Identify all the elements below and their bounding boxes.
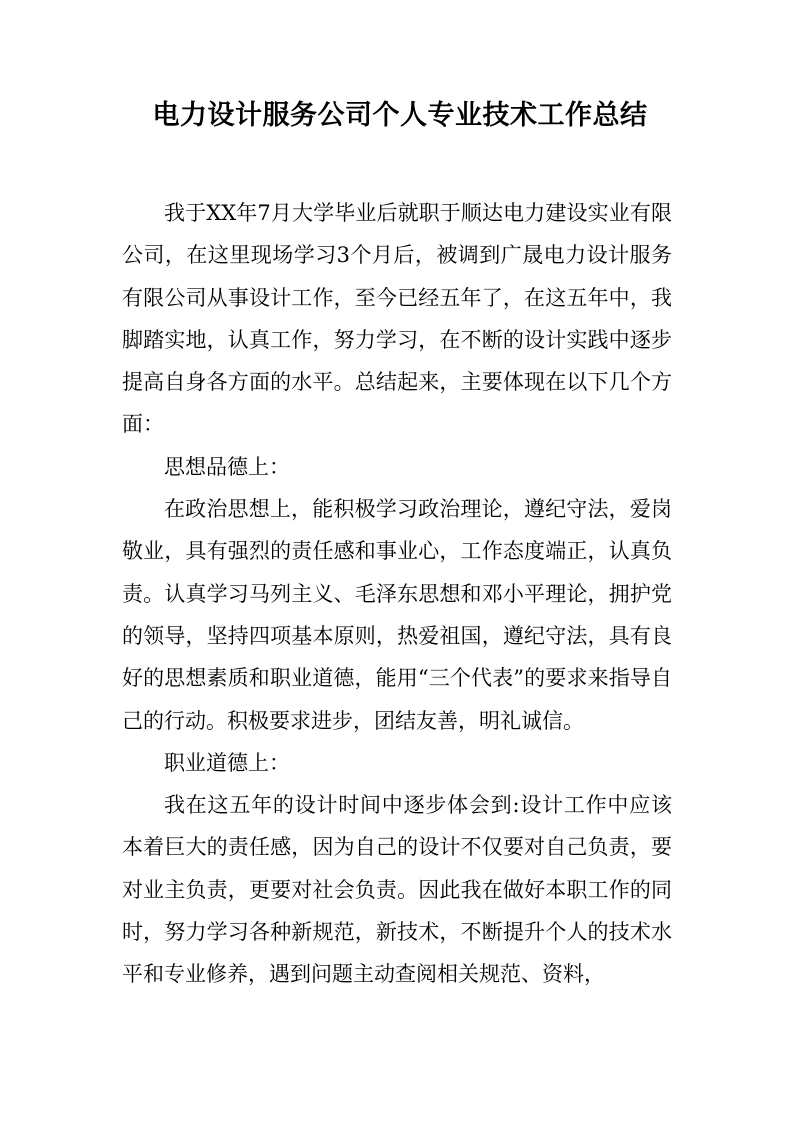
paragraph-intro: 我于XX年7月大学毕业后就职于顺达电力建设实业有限公司，在这里现场学习3个月后，被调到广晟电力设计服务有限公司从事设计工作，至今已经五年了，在这五年中，我脚踏实地，认真工作，努力学习，在不断的设计实践中逐步提高自身各方面的水平。总结起来，主要体现在以下几个方面：: [122, 201, 672, 437]
paragraph-professional-ethics: 我在这五年的设计时间中逐步体会到:设计工作中应该本着巨大的责任感，因为自己的设计不仅要对自己负责，要对业主负责，更要对社会负责。因此我在做好本职工作的同时，努力学习各种新规范，新技术，不断提升个人的技术水平和专业修养，遇到问题主动查阅相关规范、资料，: [122, 793, 672, 987]
document-body: [122, 192, 672, 996]
paragraph-ideology: 在政治思想上，能积极学习政治理论，遵纪守法，爱岗敬业，具有强烈的责任感和事业心，工作态度端正，认真负责。认真学习马列主义、毛泽东思想和邓小平理论，拥护党的领导，坚持四项基本原则，热爱祖国，遵纪守法，具有良好的思想素质和职业道德，能用“三个代表”的要求来指导自己的行动。积极要求进步，团结友善，明礼诚信。: [122, 497, 672, 733]
section-heading-ideology: 思想品德上：: [164, 454, 290, 479]
document-title: 电力设计服务公司个人专业技术工作总结: [152, 100, 648, 131]
section-heading-professional-ethics: 职业道德上：: [164, 750, 290, 775]
